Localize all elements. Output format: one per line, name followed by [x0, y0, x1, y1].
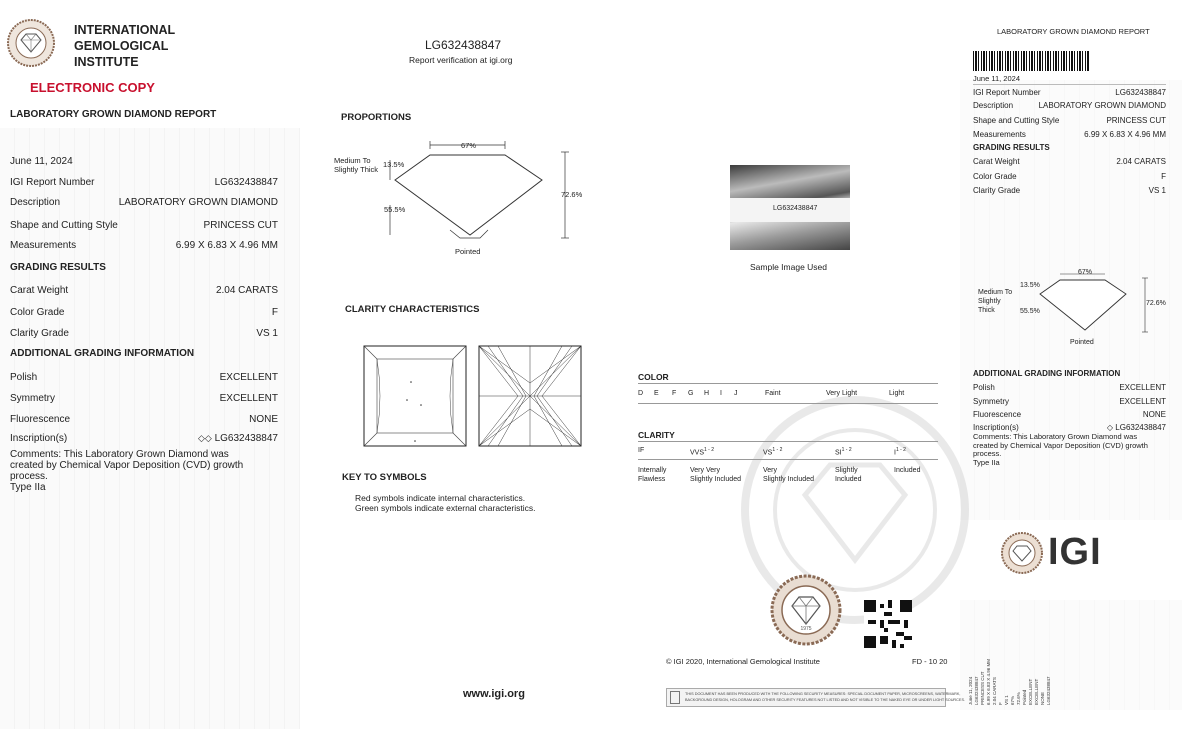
color-faint: Faint: [765, 390, 781, 397]
clarity-plot-crown: [363, 345, 467, 447]
row-fluorescence: Fluorescence NONE: [10, 414, 278, 425]
proportions-diagram: [330, 135, 590, 260]
additional-grading-heading: ADDITIONAL GRADING INFORMATION: [10, 348, 195, 359]
clarity-I: $I^{1 - 2}$: [894, 447, 906, 457]
right-row-carat: Carat Weight 2.04 CARATS: [973, 157, 1166, 166]
table-percent: 67%: [461, 141, 477, 150]
row-inscription: Inscription(s) ◇◇ LG632438847: [10, 433, 278, 444]
row-measurements: Measurements 6.99 X 6.83 X 4.96 MM: [10, 240, 278, 251]
comments: Comments: This Laboratory Grown Diamond was created by Chemical Vapor Deposition (CVD) growth process. Type IIa: [10, 449, 244, 493]
seal-year: 1975: [800, 626, 812, 632]
right-row-fluorescence: Fluorescence NONE: [973, 410, 1166, 419]
right-row-description: Description LABORATORY GROWN DIAMOND: [973, 101, 1166, 110]
color-E: E: [654, 390, 659, 397]
row-shape: Shape and Cutting Style PRINCESS CUT: [10, 220, 278, 231]
org-line-2: GEMOLOGICAL: [74, 39, 169, 53]
inscription-icon: ◇◇: [197, 433, 212, 443]
igi-brand: IGI: [1048, 531, 1102, 573]
right-culet-label: Pointed: [1070, 339, 1094, 346]
proportions-heading: PROPORTIONS: [341, 112, 412, 123]
security-doc-icon: [670, 691, 680, 704]
right-proportions-diagram: [1030, 268, 1160, 340]
color-F: F: [672, 390, 677, 397]
key-heading: KEY TO SYMBOLS: [342, 472, 427, 483]
report-title: LABORATORY GROWN DIAMOND REPORT: [10, 109, 217, 120]
clarity-scale-heading: CLARITY: [638, 430, 675, 440]
clarity-desc-i: Included: [894, 467, 921, 474]
color-very-light: Very Light: [826, 390, 858, 397]
clarity-SI: SI$^{1 - 2}$: [835, 447, 852, 457]
right-girdle-label: Medium To Slightly Thick: [978, 289, 1013, 314]
right-row-shape: Shape and Cutting Style PRINCESS CUT: [973, 116, 1166, 125]
depth-percent: 72.6%: [561, 190, 583, 199]
right-report-title: LABORATORY GROWN DIAMOND REPORT: [997, 27, 1150, 36]
color-J: J: [734, 390, 738, 397]
website-link[interactable]: www.igi.org: [463, 688, 525, 700]
clarity-desc-si: Slightly Included: [835, 467, 862, 483]
electronic-copy-label: ELECTRONIC COPY: [30, 80, 155, 95]
right-depth-percent: 72.6%: [1146, 300, 1166, 307]
row-polish: Polish EXCELLENT: [10, 372, 278, 383]
row-carat: Carat Weight 2.04 CARATS: [10, 285, 278, 296]
org-line-3: INSTITUTE: [74, 55, 139, 69]
right-pavilion-percent: 55.5%: [1020, 308, 1040, 315]
color-G: G: [688, 390, 694, 397]
clarity-characteristics-heading: CLARITY CHARACTERISTICS: [345, 304, 480, 315]
right-date-divider: [973, 84, 1166, 85]
grading-results-heading: GRADING RESULTS: [10, 262, 106, 273]
verification-text: Report verification at igi.org: [409, 55, 513, 65]
sample-caption: Sample Image Used: [750, 262, 828, 272]
org-line-1: INTERNATIONAL: [74, 23, 176, 37]
crown-percent: 13.5%: [383, 160, 405, 169]
row-symmetry: Symmetry EXCELLENT: [10, 393, 278, 404]
color-scale-line-top: [638, 383, 938, 384]
right-row-report-number: IGI Report Number LG632438847: [973, 88, 1166, 97]
right-inscription-icon: ◇: [1106, 423, 1114, 432]
igi-logo-icon: [1000, 531, 1044, 575]
clarity-desc-if: Internally Flawless: [638, 467, 667, 483]
row-report-number: IGI Report Number LG632438847: [10, 177, 278, 188]
right-comments: Comments: This Laboratory Grown Diamond was created by Chemical Vapor Deposition (CVD) growth process. Type IIa: [973, 432, 1148, 467]
right-row-symmetry: Symmetry EXCELLENT: [973, 397, 1166, 406]
right-grading-heading: GRADING RESULTS: [973, 143, 1050, 152]
qr-code-icon[interactable]: [864, 600, 912, 648]
right-date: June 11, 2024: [973, 74, 1020, 83]
row-description: Description LABORATORY GROWN DIAMOND: [10, 197, 278, 208]
color-D: D: [638, 390, 644, 397]
rotated-summary: June 11, 2024 LG632438847 PRINCESS CUT 6.99 X 6.83 X 4.96 MM 2.04 CARATS F VS 1 67% 72.6% Pointed EXCELLENT EXCELLENT NONE LG632438847: [968, 658, 1051, 705]
clarity-scale-line-top: [638, 441, 938, 442]
igi-seal-large-icon: [770, 574, 842, 646]
culet-label: Pointed: [455, 247, 481, 256]
report-number-header: LG632438847: [425, 38, 502, 52]
color-H: H: [704, 390, 710, 397]
pavilion-percent: 55.5%: [384, 205, 406, 214]
right-row-inscription: Inscription(s) ◇ LG632438847: [973, 423, 1166, 432]
clarity-plot-pavilion: [478, 345, 582, 447]
color-I: I: [720, 390, 722, 397]
row-color: Color Grade F: [10, 307, 278, 318]
right-row-measurements: Measurements 6.99 X 6.83 X 4.96 MM: [973, 130, 1166, 139]
color-scale-heading: COLOR: [638, 372, 669, 382]
left-panel: [0, 128, 300, 729]
right-additional-heading: ADDITIONAL GRADING INFORMATION: [973, 369, 1121, 378]
report-date: June 11, 2024: [10, 156, 73, 167]
clarity-desc-vvs: Very Very Slightly Included: [690, 467, 741, 483]
right-table-percent: 67%: [1078, 269, 1093, 276]
org-name: [74, 22, 175, 70]
right-row-polish: Polish EXCELLENT: [973, 383, 1166, 392]
igi-seal-icon: [6, 18, 56, 68]
clarity-VVS: VVS$^{1 - 2}$: [690, 447, 715, 457]
row-clarity: Clarity Grade VS 1: [10, 328, 278, 339]
right-crown-percent: 13.5%: [1020, 282, 1040, 289]
sample-inscription: LG632438847: [773, 205, 818, 212]
right-row-color: Color Grade F: [973, 172, 1166, 181]
copyright: © IGI 2020, International Gemological Institute: [666, 657, 820, 666]
barcode-icon: [973, 51, 1089, 71]
security-text: THIS DOCUMENT HAS BEEN PRODUCED WITH THE FOLLOWING SECURITY MEASURES: SPECIAL DOCUMENT PAPER, MICROSCREENS, WATERMARK, BACKGROUND DESIGN, HOLOGRAM AND OTHER SECURITY FEATURES NOT LISTED AND NOT VISIBLE TO THE NAKED EYE OR UNDER LIGHT SOURCES.: [685, 692, 966, 702]
right-row-clarity: Clarity Grade VS 1: [973, 186, 1166, 195]
clarity-scale-line-mid: [638, 459, 938, 460]
clarity-VS: VS$^{1 - 2}$: [763, 447, 783, 457]
clarity-IF: IF: [638, 447, 645, 454]
key-text: Red symbols indicate internal characteristics. Green symbols indicate external characteristics.: [355, 493, 536, 513]
color-scale-line-bottom: [638, 403, 938, 404]
girdle-label: Medium To Slightly Thick: [334, 156, 379, 174]
form-number: FD - 10 20: [912, 657, 948, 666]
clarity-desc-vs: Very Slightly Included: [763, 467, 814, 483]
color-light: Light: [889, 390, 905, 397]
